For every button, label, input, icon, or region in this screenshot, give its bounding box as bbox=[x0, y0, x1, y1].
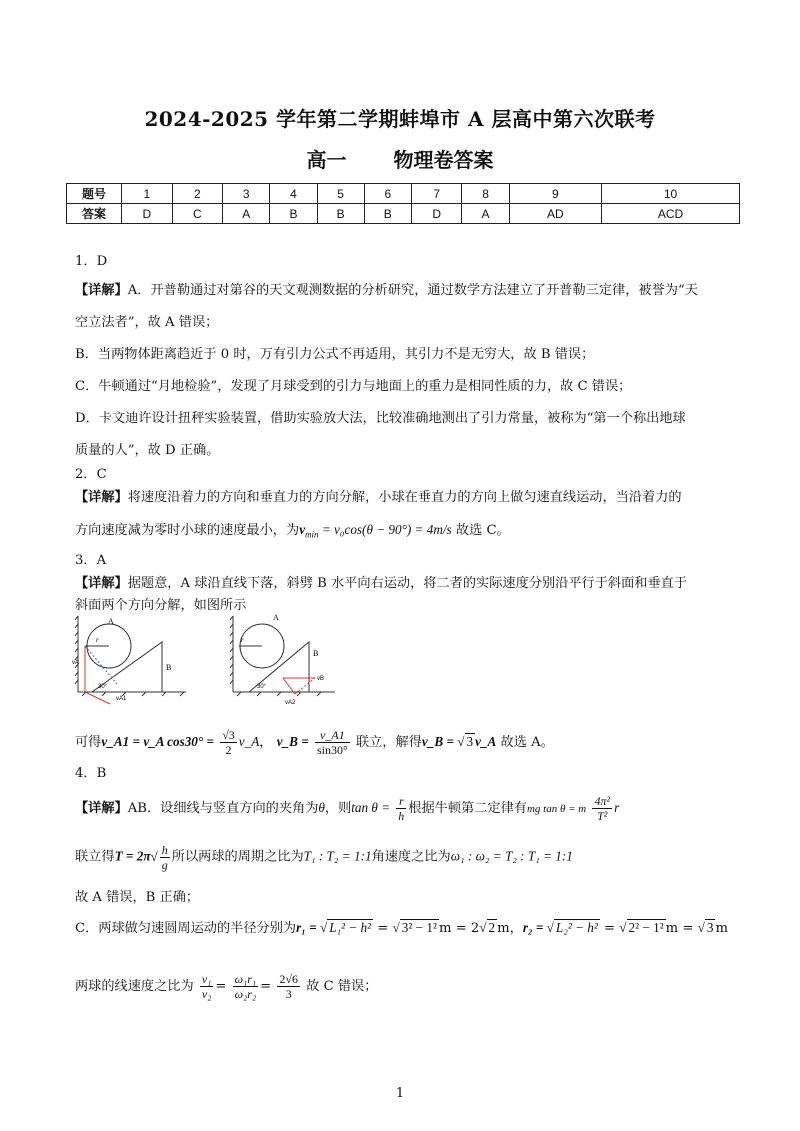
answer-cell: A bbox=[223, 204, 270, 224]
question-number: 1 bbox=[122, 184, 173, 204]
row-label-number: 题号 bbox=[67, 184, 122, 204]
q4-frac-4pi2-t2 bbox=[592, 794, 612, 823]
q4-frac-result bbox=[277, 972, 300, 1001]
question-number: 2 bbox=[172, 184, 223, 204]
q4-frac-v1-v2 bbox=[200, 972, 214, 1001]
q4-newton: mg tan θ = m bbox=[526, 803, 587, 815]
q4-period-mid2: 角速度之比为 bbox=[371, 849, 451, 865]
q4-theta: θ bbox=[318, 800, 325, 815]
question-number: 8 bbox=[462, 184, 509, 204]
question-number: 6 bbox=[364, 184, 411, 204]
q4-wr2: ω₂r₂ bbox=[234, 987, 257, 1001]
q4-t-ratio: T₁ : T₂ = 1:1 bbox=[303, 848, 372, 864]
answer-table-number-row bbox=[67, 184, 740, 204]
q4-ab-pre: AB．设细线与竖直方向的夹角为 bbox=[127, 801, 319, 816]
answer-cell: C bbox=[172, 204, 223, 224]
q3-eq1: v_A1 = v_A cos30° = bbox=[101, 734, 214, 749]
q4-velocity bbox=[75, 972, 377, 1001]
q4-r2-rad3: 3 bbox=[706, 920, 714, 935]
q4-r1-sqrt2: √ 3² − 1² bbox=[392, 920, 437, 935]
wedge-diagram-right bbox=[227, 612, 337, 720]
q2-math-eq: = v₀cos(θ − 90°) = 4m/s bbox=[318, 522, 452, 537]
q4-period bbox=[75, 843, 573, 872]
question-number: 4 bbox=[270, 184, 317, 204]
answer-cell: B bbox=[364, 204, 411, 224]
fig1-label-a: A bbox=[108, 617, 114, 626]
q4-period-pre: 联立得 bbox=[75, 849, 115, 865]
answer-cell: D bbox=[122, 204, 173, 224]
q4-ab-mid: ，则 bbox=[324, 801, 352, 816]
fig1-label-angle: 30° bbox=[98, 684, 108, 690]
q4-ab bbox=[75, 794, 619, 823]
q3-head: 3．A bbox=[75, 553, 107, 568]
q4-ab-mid2: 根据牛顿第二定律有 bbox=[408, 801, 527, 816]
answer-table-answer-row bbox=[67, 204, 740, 224]
fig2-label-b: B bbox=[313, 649, 319, 658]
q4-r1-unit: m bbox=[497, 921, 510, 936]
row-label-answer: 答案 bbox=[67, 204, 122, 224]
wedge-diagram-left bbox=[72, 612, 188, 720]
detail-tag: 【详解】 bbox=[75, 801, 128, 816]
q2-math-sub: min bbox=[305, 529, 319, 540]
q3-sqrt3: 3 bbox=[228, 728, 235, 742]
q4-h: h bbox=[398, 809, 405, 823]
detail-tag: 【详解】 bbox=[75, 490, 128, 505]
q3-frac-den: sin30° bbox=[316, 743, 348, 757]
question-number: 10 bbox=[602, 184, 740, 204]
q4-velocity-conclusion: 故 C 错误； bbox=[302, 979, 378, 994]
q2-text1: 将速度沿着力的方向和垂直力的方向分解，小球在垂直力的方向上做匀速直线运动，当沿着力的 bbox=[127, 490, 682, 505]
q1-option-b: B．当两物体距离趋近于 0 时，万有引力公式不再适用，其引力不是无穷大，故 B 错误； bbox=[75, 347, 595, 362]
q4-sqrt-g: g bbox=[161, 858, 168, 872]
q4-r-tail: r bbox=[614, 800, 620, 815]
q3-frac-sqrt3-2: $\frac{√3}{2}$ bbox=[222, 728, 235, 757]
fig2-label-vb: vB bbox=[317, 676, 325, 682]
q4-t2: T² bbox=[597, 809, 608, 823]
q4-res-den: 3 bbox=[285, 987, 292, 1001]
page-number: 1 bbox=[395, 1086, 405, 1101]
q3-two: 2 bbox=[225, 743, 232, 757]
q4-v2: v₂ bbox=[201, 987, 212, 1001]
q3-result-pre: 可得 bbox=[75, 735, 102, 750]
q2-math-v: v bbox=[299, 522, 306, 537]
answer-cell: ACD bbox=[602, 204, 740, 224]
q1-a-line1: A．开普勒通过对第谷的天文观测数据的分析研究，通过数学方法建立了开普勒三定律，被誉为“天 bbox=[127, 283, 698, 298]
q3-eq2: v_B = bbox=[276, 734, 309, 749]
q2-line2 bbox=[75, 521, 510, 544]
fig2-label-a: A bbox=[273, 613, 279, 622]
q4-r1-rad2: 3² − 1² bbox=[401, 920, 437, 935]
fig1-label-r: r bbox=[96, 636, 99, 644]
q4-r1-sqrt: √ L₁² − h² bbox=[319, 920, 372, 935]
q2-line1 bbox=[75, 489, 682, 507]
answer-cell: A bbox=[462, 204, 509, 224]
q4-tan: tan θ = bbox=[351, 800, 391, 815]
q4-r2-unit: m bbox=[715, 921, 728, 936]
q4-eq-sign2: = bbox=[260, 979, 272, 994]
q3-frac-num: v_A1 bbox=[315, 728, 350, 743]
q3-eq3: v_B = bbox=[421, 734, 458, 749]
answer-cell: B bbox=[317, 204, 364, 224]
q4-r2-rad2: 2² − 1² bbox=[628, 920, 664, 935]
fig2-label-va2: vA2 bbox=[285, 700, 296, 706]
q3-result-mid: 联立，解得 bbox=[355, 735, 422, 750]
q4-sep: ， bbox=[509, 921, 523, 936]
q3-text1: 据题意，A 球沿直线下落，斜劈 B 水平向右运动，将二者的实际速度分别沿平行于斜面和垂直于 bbox=[127, 576, 688, 591]
q4-r1-eq: r₁ = bbox=[296, 920, 320, 935]
q3-conclusion: 故选 A。 bbox=[496, 735, 554, 750]
q1-a-line2: 空立法者”，故 A 错误； bbox=[75, 315, 219, 330]
q4-frac-r-h bbox=[396, 794, 406, 823]
q4-r1-val: m = 2 bbox=[438, 921, 480, 936]
q4-c-pre: C．两球做匀速圆周运动的半径分别为 bbox=[75, 921, 297, 936]
q4-r1-eq2: = bbox=[373, 921, 393, 936]
q4-sqrt-h: h bbox=[161, 843, 168, 857]
fig2-label-r: r bbox=[241, 636, 244, 644]
fig1-label-va1: vA1 bbox=[116, 696, 127, 702]
detail-tag: 【详解】 bbox=[75, 576, 128, 591]
q4-sqrt-h-g: √ $\frac{h}{g}$ bbox=[150, 843, 168, 872]
q4-period-mid: 所以两球的周期之比为 bbox=[171, 849, 304, 865]
q4-4pi2: 4π² bbox=[594, 794, 611, 808]
answer-cell: D bbox=[411, 204, 462, 224]
q4-r: r bbox=[396, 794, 406, 809]
q2-conclusion: 故选 C。 bbox=[451, 523, 510, 538]
q1-head: 1．D bbox=[75, 254, 108, 269]
q4-c bbox=[75, 919, 728, 938]
q4-r2-sqrt3: √ 3 bbox=[697, 920, 714, 935]
q4-t-eq: T = 2π bbox=[114, 848, 151, 864]
question-number: 9 bbox=[509, 184, 601, 204]
q4-r2-sqrt: √ L₂² − h² bbox=[546, 920, 598, 935]
fig1-label-b: B bbox=[166, 663, 172, 672]
q3-frac-va1-sin30 bbox=[315, 728, 350, 757]
exam-subtitle: 高一 物理卷答案 bbox=[306, 148, 494, 172]
q3-result bbox=[75, 728, 554, 757]
q3-va-tail: v_A bbox=[238, 734, 260, 749]
q3-eq3b: v_A bbox=[475, 734, 497, 749]
q4-r1-rad3: 2 bbox=[488, 920, 496, 935]
detail-tag: 【详解】 bbox=[75, 283, 128, 298]
question-number: 7 bbox=[411, 184, 462, 204]
fig1-label-va: vA bbox=[72, 660, 80, 666]
q4-r2-val: m = bbox=[665, 921, 698, 936]
q2-head: 2．C bbox=[75, 467, 107, 482]
q4-w-ratio: ω₁ : ω₂ = T₂ : T₁ = 1:1 bbox=[450, 848, 573, 864]
q3-comma: ， bbox=[259, 735, 273, 750]
q4-eq-sign1: = bbox=[215, 979, 227, 994]
q4-r2-eq: r₂ = bbox=[522, 920, 547, 935]
q4-r1-rad: L₁² − h² bbox=[329, 920, 372, 935]
q2-text2: 方向速度减为零时小球的速度最小，为 bbox=[75, 523, 300, 538]
answer-cell: AD bbox=[509, 204, 601, 224]
q3-line1 bbox=[75, 575, 687, 593]
q3-line2: 斜面两个方向分解，如图所示 bbox=[75, 598, 247, 613]
q1-option-a bbox=[75, 282, 698, 300]
q1-option-d1: D．卡文迪许设计扭秤实验装置，借助实验放大法，比较准确地测出了引力常量，被称为“第一个称出地球 bbox=[75, 411, 686, 426]
q4-frac-wr bbox=[233, 972, 259, 1001]
exam-title: 2024-2025 学年第二学期蚌埠市 A 层高中第六次联考 bbox=[144, 107, 656, 131]
q4-velocity-pre: 两球的线速度之比为 bbox=[75, 979, 194, 994]
q4-r2-eq2: = bbox=[599, 921, 620, 936]
fig2-label-angle: 30° bbox=[257, 684, 267, 690]
answer-table bbox=[66, 183, 740, 224]
q1-option-d2: 质量的人”，故 D 正确。 bbox=[75, 443, 220, 458]
q4-wr1: ω₁r₁ bbox=[234, 972, 257, 986]
q3-sqrt3-value: 3 bbox=[466, 734, 474, 749]
q1-option-c: C．牛顿通过“月地检验”，发现了月球受到的引力与地面上的重力是相同性质的力，故 C 错误； bbox=[75, 379, 632, 394]
q4-r2-sqrt2: √ 2² − 1² bbox=[619, 920, 664, 935]
q3-sqrt3b: √ 3 bbox=[457, 734, 474, 749]
q4-head: 4．B bbox=[75, 766, 107, 781]
q4-r1-sqrt3: √ 2 bbox=[479, 920, 496, 935]
q4-ab-conclusion: 故 A 错误，B 正确； bbox=[75, 890, 200, 905]
question-number: 5 bbox=[317, 184, 364, 204]
question-number: 3 bbox=[223, 184, 270, 204]
answer-cell: B bbox=[270, 204, 317, 224]
q4-r2-rad: L₂² − h² bbox=[555, 920, 598, 935]
q4-res-num: 2√6 bbox=[279, 972, 299, 986]
q4-v1: v₁ bbox=[201, 972, 212, 986]
